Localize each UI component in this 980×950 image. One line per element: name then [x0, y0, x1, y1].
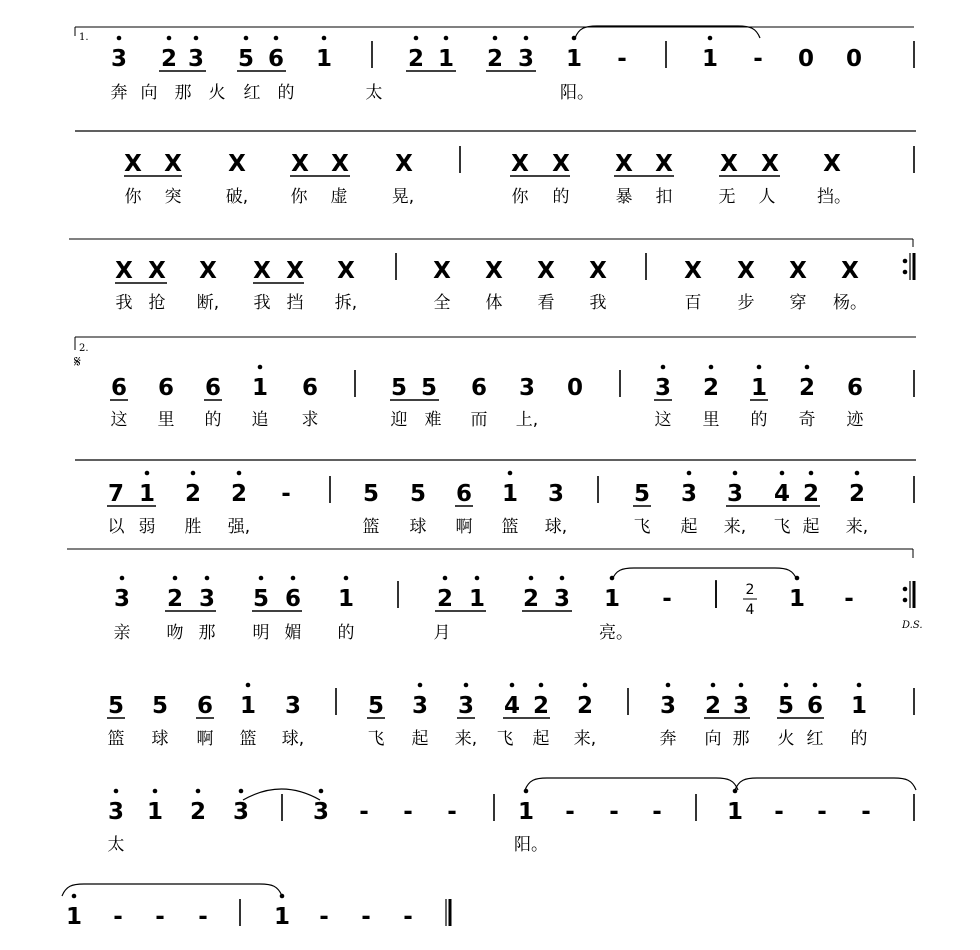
- dash-extender: -: [281, 481, 291, 507]
- lyric-char: 月: [433, 623, 451, 643]
- jianpu-note: 6: [157, 375, 175, 401]
- jianpu-note: 0: [797, 46, 815, 72]
- lyric-char: 篮: [239, 729, 257, 749]
- jianpu-note: 2: [532, 693, 550, 719]
- dash-extender: -: [361, 904, 371, 930]
- lyric-char: 强,: [227, 517, 251, 537]
- octave-dot-high: [259, 576, 264, 581]
- lyric-char: 来,: [573, 729, 597, 749]
- rhythm-note-x: X: [115, 258, 133, 284]
- lyric-char: 挡: [286, 293, 304, 313]
- jianpu-note: 2: [486, 46, 504, 72]
- lyric-char: 全: [433, 293, 451, 313]
- lyric-char: 飞: [633, 517, 651, 537]
- jianpu-note: 1: [239, 693, 257, 719]
- octave-dot-high: [583, 683, 588, 688]
- jianpu-note: 6: [455, 481, 473, 507]
- jianpu-note: 3: [680, 481, 698, 507]
- octave-dot-high: [524, 789, 529, 794]
- dash-extender: -: [198, 904, 208, 930]
- dash-extender: -: [753, 46, 763, 72]
- lyric-char: 上,: [515, 410, 539, 430]
- lyric-char: 求: [301, 410, 319, 430]
- jianpu-note: 1: [517, 799, 535, 825]
- jianpu-note: 3: [518, 375, 536, 401]
- jianpu-note: 1: [788, 586, 806, 612]
- time-sig-top: 2: [745, 582, 755, 598]
- octave-dot-high: [687, 471, 692, 476]
- octave-dot-high: [205, 576, 210, 581]
- lyric-char: 你: [124, 187, 142, 207]
- lyric-char: 起: [532, 729, 550, 749]
- lyric-char: 篮: [107, 729, 125, 749]
- jianpu-note: 3: [659, 693, 677, 719]
- jianpu-note: 6: [196, 693, 214, 719]
- octave-dot-high: [191, 471, 196, 476]
- lyric-char: 人: [758, 187, 776, 207]
- jianpu-note: 6: [846, 375, 864, 401]
- octave-dot-high: [805, 365, 810, 370]
- lyric-char: 媚: [284, 623, 302, 643]
- lyric-char: 飞: [367, 729, 385, 749]
- rhythm-note-x: X: [331, 151, 349, 177]
- lyric-char: 起: [802, 517, 820, 537]
- rhythm-note-x: X: [337, 258, 355, 284]
- octave-dot-high: [244, 36, 249, 41]
- jianpu-note: 3: [312, 799, 330, 825]
- octave-dot-high: [855, 471, 860, 476]
- rhythm-note-x: X: [789, 258, 807, 284]
- jianpu-note: 2: [166, 586, 184, 612]
- rhythm-note-x: X: [841, 258, 859, 284]
- octave-dot-high: [475, 576, 480, 581]
- lyric-char: 太: [107, 835, 125, 855]
- jianpu-note: 1: [251, 375, 269, 401]
- lyric-char: 来,: [723, 517, 747, 537]
- jianpu-note: 3: [187, 46, 205, 72]
- segno-sign: 𝄋: [74, 352, 81, 371]
- octave-dot-high: [194, 36, 199, 41]
- lyric-char: 阳。: [560, 83, 594, 103]
- lyric-char: 百: [684, 293, 702, 313]
- octave-dot-high: [733, 471, 738, 476]
- octave-dot-high: [120, 576, 125, 581]
- lyric-char: 起: [680, 517, 698, 537]
- lyric-char: 弱: [138, 517, 156, 537]
- rhythm-note-x: X: [228, 151, 246, 177]
- dash-extender: -: [617, 46, 627, 72]
- jianpu-note: 0: [845, 46, 863, 72]
- rhythm-note-x: X: [164, 151, 182, 177]
- jianpu-note: 3: [457, 693, 475, 719]
- lyric-char: 胜: [184, 517, 202, 537]
- octave-dot-high: [117, 36, 122, 41]
- dash-extender: -: [662, 586, 672, 612]
- jianpu-note: 3: [547, 481, 565, 507]
- octave-dot-high: [510, 683, 515, 688]
- lyric-char: 这: [110, 410, 128, 430]
- jianpu-note: 2: [184, 481, 202, 507]
- dash-extender: -: [861, 799, 871, 825]
- lyric-char: 火: [208, 83, 226, 103]
- lyric-char: 虚: [330, 187, 348, 207]
- jianpu-note: 3: [110, 46, 128, 72]
- octave-dot-high: [857, 683, 862, 688]
- octave-dot-high: [784, 683, 789, 688]
- rhythm-note-x: X: [286, 258, 304, 284]
- lyric-char: 飞: [496, 729, 514, 749]
- lyric-char: 你: [511, 187, 529, 207]
- jianpu-note: 0: [566, 375, 584, 401]
- octave-dot-high: [246, 683, 251, 688]
- octave-dot-high: [709, 365, 714, 370]
- jianpu-note: 6: [470, 375, 488, 401]
- lyric-char: 亮。: [599, 623, 633, 643]
- octave-dot-high: [529, 576, 534, 581]
- dash-extender: -: [403, 904, 413, 930]
- jianpu-note: 5: [237, 46, 255, 72]
- lyric-char: 篮: [501, 517, 519, 537]
- rhythm-note-x: X: [148, 258, 166, 284]
- rhythm-note-x: X: [485, 258, 503, 284]
- dash-extender: -: [817, 799, 827, 825]
- lyric-char: 向: [140, 83, 158, 103]
- lyric-char: 破,: [225, 187, 249, 207]
- lyric-char: 啊: [455, 517, 473, 537]
- jianpu-note: 2: [230, 481, 248, 507]
- lyric-char: 啊: [196, 729, 214, 749]
- octave-dot-high: [414, 36, 419, 41]
- jianpu-note: 5: [252, 586, 270, 612]
- octave-dot-high: [780, 471, 785, 476]
- rhythm-note-x: X: [395, 151, 413, 177]
- jianpu-note: 2: [407, 46, 425, 72]
- jianpu-note: 1: [726, 799, 744, 825]
- lyric-char: 的: [337, 623, 355, 643]
- dash-extender: -: [359, 799, 369, 825]
- lyric-char: 你: [290, 187, 308, 207]
- octave-dot-high: [153, 789, 158, 794]
- jianpu-note: 1: [565, 46, 583, 72]
- jianpu-note: 1: [850, 693, 868, 719]
- lyric-char: 亲: [113, 623, 131, 643]
- jianpu-note: 1: [437, 46, 455, 72]
- octave-dot-high: [167, 36, 172, 41]
- octave-dot-high: [661, 365, 666, 370]
- lyric-char: 断,: [196, 293, 220, 313]
- lyric-char: 起: [411, 729, 429, 749]
- lyric-char: 红: [806, 729, 824, 749]
- lyric-char: 突: [164, 187, 182, 207]
- jianpu-note: 1: [273, 904, 291, 930]
- jianpu-note: 5: [151, 693, 169, 719]
- jianpu-note: 1: [146, 799, 164, 825]
- jianpu-note: 6: [806, 693, 824, 719]
- jianpu-note: 3: [726, 481, 744, 507]
- octave-dot-high: [319, 789, 324, 794]
- lyric-char: 明: [252, 623, 270, 643]
- jianpu-note: 2: [576, 693, 594, 719]
- repeat-dot: [903, 270, 908, 275]
- jianpu-note: 3: [411, 693, 429, 719]
- octave-dot-high: [173, 576, 178, 581]
- tie-curve: [575, 26, 760, 38]
- rhythm-note-x: X: [511, 151, 529, 177]
- jianpu-note: 3: [517, 46, 535, 72]
- lyric-char: 晃,: [391, 187, 415, 207]
- jianpu-note: 1: [701, 46, 719, 72]
- octave-dot-high: [196, 789, 201, 794]
- jianpu-note: 3: [654, 375, 672, 401]
- octave-dot-high: [239, 789, 244, 794]
- octave-dot-high: [508, 471, 513, 476]
- jianpu-note: 3: [113, 586, 131, 612]
- jianpu-note: 5: [362, 481, 380, 507]
- octave-dot-high: [258, 365, 263, 370]
- octave-dot-high: [708, 36, 713, 41]
- octave-dot-high: [739, 683, 744, 688]
- octave-dot-high: [443, 576, 448, 581]
- octave-dot-high: [809, 471, 814, 476]
- jianpu-note: 5: [777, 693, 795, 719]
- jianpu-note: 3: [553, 586, 571, 612]
- lyric-char: 我: [253, 293, 271, 313]
- lyric-char: 迹: [846, 410, 864, 430]
- octave-dot-high: [274, 36, 279, 41]
- rhythm-note-x: X: [552, 151, 570, 177]
- lyric-char: 里: [157, 410, 175, 430]
- jianpu-note: 6: [110, 375, 128, 401]
- jianpu-note: 2: [802, 481, 820, 507]
- dash-extender: -: [319, 904, 329, 930]
- lyric-char: 无: [718, 187, 736, 207]
- jianpu-note: 1: [468, 586, 486, 612]
- lyric-char: 球,: [281, 729, 305, 749]
- lyric-char: 里: [702, 410, 720, 430]
- lyric-char: 飞: [773, 517, 791, 537]
- rhythm-note-x: X: [684, 258, 702, 284]
- jianpu-note: 1: [138, 481, 156, 507]
- rhythm-note-x: X: [720, 151, 738, 177]
- jianpu-note: 1: [501, 481, 519, 507]
- rhythm-note-x: X: [589, 258, 607, 284]
- octave-dot-high: [114, 789, 119, 794]
- rhythm-note-x: X: [655, 151, 673, 177]
- rhythm-note-x: X: [433, 258, 451, 284]
- dash-extender: -: [155, 904, 165, 930]
- jianpu-note: 2: [798, 375, 816, 401]
- lyric-char: 步: [737, 293, 755, 313]
- lyric-char: 抢: [148, 293, 166, 313]
- volta-1-label: 1.: [79, 32, 89, 43]
- lyric-char: 挡。: [817, 187, 851, 207]
- rhythm-note-x: X: [253, 258, 271, 284]
- octave-dot-high: [291, 576, 296, 581]
- jianpu-note: 3: [107, 799, 125, 825]
- lyric-char: 追: [251, 410, 269, 430]
- octave-dot-high: [444, 36, 449, 41]
- lyric-char: 奔: [110, 83, 128, 103]
- octave-dot-high: [757, 365, 762, 370]
- jianpu-note: 2: [189, 799, 207, 825]
- jianpu-note: 1: [315, 46, 333, 72]
- jianpu-note: 1: [337, 586, 355, 612]
- octave-dot-high: [524, 36, 529, 41]
- tie-curve: [735, 778, 916, 790]
- repeat-dot: [903, 598, 908, 603]
- jianpu-note: 2: [848, 481, 866, 507]
- rhythm-note-x: X: [761, 151, 779, 177]
- jianpu-note: 3: [284, 693, 302, 719]
- lyric-char: 那: [732, 729, 750, 749]
- rhythm-note-x: X: [291, 151, 309, 177]
- lyric-char: 红: [243, 83, 261, 103]
- jianpu-note: 2: [160, 46, 178, 72]
- lyric-char: 暴: [615, 187, 633, 207]
- dash-extender: -: [652, 799, 662, 825]
- dash-extender: -: [113, 904, 123, 930]
- lyric-char: 拆,: [334, 293, 358, 313]
- dash-extender: -: [447, 799, 457, 825]
- jianpu-note: 1: [750, 375, 768, 401]
- lyric-char: 我: [115, 293, 133, 313]
- lyric-char: 而: [470, 410, 488, 430]
- octave-dot-high: [560, 576, 565, 581]
- lyric-char: 奔: [659, 729, 677, 749]
- lyric-char: 球,: [544, 517, 568, 537]
- jianpu-note: 1: [603, 586, 621, 612]
- time-sig-bottom: 4: [745, 602, 755, 618]
- octave-dot-high: [813, 683, 818, 688]
- octave-dot-high: [72, 894, 77, 899]
- lyric-char: 杨。: [833, 293, 867, 313]
- rhythm-note-x: X: [737, 258, 755, 284]
- octave-dot-high: [539, 683, 544, 688]
- repeat-dot: [903, 259, 908, 264]
- octave-dot-high: [145, 471, 150, 476]
- octave-dot-high: [464, 683, 469, 688]
- lyric-char: 向: [704, 729, 722, 749]
- octave-dot-high: [344, 576, 349, 581]
- dash-extender: -: [565, 799, 575, 825]
- jianpu-note: 7: [107, 481, 125, 507]
- dash-extender: -: [844, 586, 854, 612]
- lyric-char: 的: [850, 729, 868, 749]
- jianpu-note: 5: [390, 375, 408, 401]
- jianpu-note: 2: [522, 586, 540, 612]
- lyric-char: 穿: [789, 293, 807, 313]
- rhythm-note-x: X: [537, 258, 555, 284]
- jianpu-note: 6: [267, 46, 285, 72]
- lyric-char: 球: [409, 517, 427, 537]
- jianpu-note: 2: [436, 586, 454, 612]
- lyric-char: 太: [365, 83, 383, 103]
- repeat-dot: [903, 587, 908, 592]
- jianpu-note: 6: [301, 375, 319, 401]
- rhythm-note-x: X: [124, 151, 142, 177]
- jianpu-note: 5: [420, 375, 438, 401]
- volta-2-label: 2.: [79, 343, 89, 354]
- tie-curve: [612, 568, 797, 580]
- ds-marking: D.S.: [902, 620, 923, 631]
- jianpu-note: 5: [367, 693, 385, 719]
- lyric-char: 迎: [390, 410, 408, 430]
- lyric-char: 篮: [362, 517, 380, 537]
- jianpu-note: 3: [198, 586, 216, 612]
- lyric-char: 看: [537, 293, 555, 313]
- lyric-char: 我: [589, 293, 607, 313]
- tie-curve: [525, 778, 738, 790]
- jianpu-note: 2: [704, 693, 722, 719]
- octave-dot-high: [493, 36, 498, 41]
- lyric-char: 的: [750, 410, 768, 430]
- jianpu-note: 2: [702, 375, 720, 401]
- lyric-char: 的: [277, 83, 295, 103]
- jianpu-note: 4: [503, 693, 521, 719]
- lyric-char: 扣: [655, 187, 673, 207]
- jianpu-note: 6: [284, 586, 302, 612]
- rhythm-note-x: X: [199, 258, 217, 284]
- lyric-char: 那: [198, 623, 216, 643]
- octave-dot-high: [322, 36, 327, 41]
- lyric-char: 这: [654, 410, 672, 430]
- jianpu-note: 3: [732, 693, 750, 719]
- lyric-char: 奇: [798, 410, 816, 430]
- lyric-char: 的: [204, 410, 222, 430]
- tie-curve: [62, 884, 282, 896]
- octave-dot-high: [711, 683, 716, 688]
- jianpu-note: 5: [409, 481, 427, 507]
- lyric-char: 火: [777, 729, 795, 749]
- dash-extender: -: [609, 799, 619, 825]
- jianpu-note: 4: [773, 481, 791, 507]
- lyric-char: 那: [174, 83, 192, 103]
- jianpu-note: 1: [65, 904, 83, 930]
- lyric-char: 阳。: [514, 835, 548, 855]
- lyric-char: 体: [485, 293, 503, 313]
- dash-extender: -: [403, 799, 413, 825]
- octave-dot-high: [237, 471, 242, 476]
- dash-extender: -: [774, 799, 784, 825]
- jianpu-note: 6: [204, 375, 222, 401]
- jianpu-note: 3: [232, 799, 250, 825]
- lyric-char: 来,: [845, 517, 869, 537]
- octave-dot-high: [666, 683, 671, 688]
- lyric-char: 难: [424, 410, 442, 430]
- lyric-char: 球: [151, 729, 169, 749]
- jianpu-note: 5: [633, 481, 651, 507]
- lyric-char: 以: [107, 517, 125, 537]
- lyric-char: 吻: [166, 623, 184, 643]
- lyric-char: 的: [552, 187, 570, 207]
- octave-dot-high: [418, 683, 423, 688]
- rhythm-note-x: X: [823, 151, 841, 177]
- jianpu-note: 5: [107, 693, 125, 719]
- lyric-char: 来,: [454, 729, 478, 749]
- rhythm-note-x: X: [615, 151, 633, 177]
